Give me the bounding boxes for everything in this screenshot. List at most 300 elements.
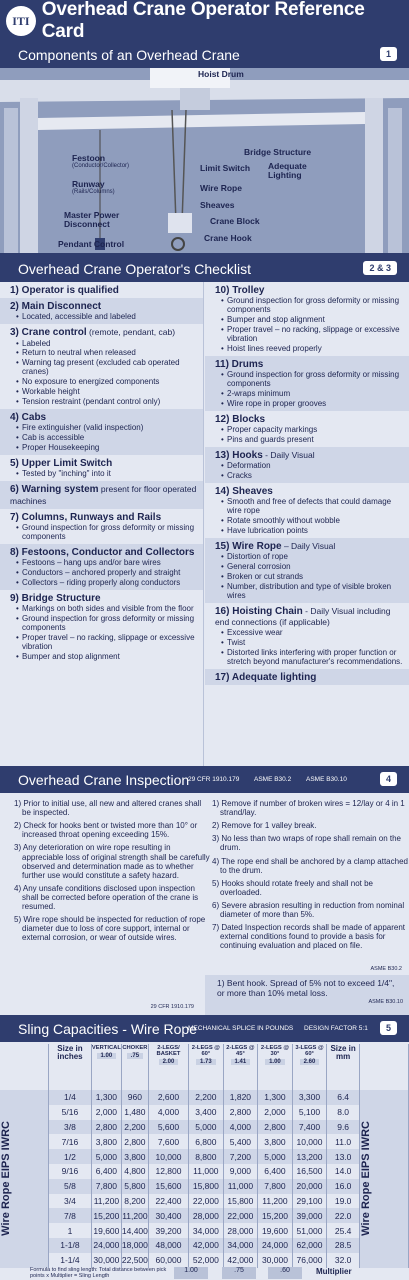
table-cell: 62,000 [292, 1238, 327, 1253]
checklist-heading [10, 458, 197, 469]
checklist-heading [215, 414, 403, 425]
heading-sub: – Daily Visual [281, 541, 336, 552]
label-pendant: Pendant Control [58, 239, 125, 249]
section-number: 5 [380, 1021, 397, 1035]
header-label: VERTICAL [91, 1045, 121, 1051]
table-cell: 15,200 [91, 1208, 121, 1223]
table-cell: 1,480 [121, 1105, 148, 1120]
inspection-point: 7) Dated Inspection records shall be made of apparent external conditions found to provide a basis for continuing evaluation and placed on file. [212, 923, 406, 951]
header [0, 0, 409, 42]
label-runway [72, 180, 115, 195]
checklist-bullet: • Cab is accessible [16, 434, 197, 443]
card-title: Overhead Crane Operator Reference Card [41, 0, 365, 42]
checklist-bullet: • 2-wraps minimum [221, 390, 403, 399]
header-label: 2-LEGS @ 30° [260, 1045, 290, 1058]
checklist-bullets [215, 629, 403, 667]
heading-text: 13) Hooks [215, 450, 263, 461]
side-label-left [0, 1090, 49, 1268]
table-cell: 5,800 [121, 1179, 148, 1194]
table-cell: 1/2 [49, 1149, 92, 1164]
heading-text: 17) Adequate lighting [215, 672, 317, 684]
table-cell: 6,800 [189, 1134, 224, 1149]
heading-text: 12) Blocks [215, 413, 266, 425]
table-cell: 30,400 [148, 1208, 188, 1223]
table-cell: 6.4 [327, 1090, 360, 1105]
table-cell: 4,000 [223, 1120, 258, 1135]
checklist-item [205, 603, 409, 669]
heading-text: 2) Main Disconnect [10, 301, 102, 313]
checklist-bullet: • Bumper and stop alignment [221, 316, 403, 325]
checklist-bullet: • Broken or cut strands [221, 573, 403, 582]
label-master: Master Power Disconnect [64, 210, 120, 229]
checklist-bullet: • Proper Housekeeping [16, 444, 197, 453]
table-cell: 5,000 [258, 1149, 293, 1164]
heading-text: 9) Bridge Structure [10, 592, 101, 604]
table-cell: 7,800 [91, 1179, 121, 1194]
table-cell: 1-1/8 [49, 1238, 92, 1253]
checklist-bullet: • Workable height [16, 388, 197, 397]
checklist-bullet: • Fire extinguisher (valid inspection) [16, 424, 197, 433]
table-cell: 15,800 [223, 1194, 258, 1209]
section-checklist-bar [0, 256, 409, 282]
sling-footer [0, 1267, 409, 1280]
checklist-bullets [10, 424, 197, 453]
checklist-item [205, 356, 409, 411]
inspection-point: 4) Any unsafe conditions disclosed upon inspection shall be corrected before operation of the crane is resumed. [14, 883, 199, 912]
table-cell: 5,400 [223, 1134, 258, 1149]
table-cell: 60,000 [148, 1253, 188, 1268]
heading-text: 1) Operator is qualified [10, 285, 119, 296]
table-cell: 7/16 [49, 1134, 92, 1149]
checklist-bullet: • General corrosion [221, 563, 403, 572]
checklist-item [205, 483, 409, 538]
table-cell: 9/16 [49, 1164, 92, 1179]
table-cell: 7/8 [49, 1208, 92, 1223]
checklist-bullets [215, 553, 403, 601]
checklist [0, 282, 409, 766]
section-number: 4 [380, 772, 397, 786]
table-cell: 9,000 [223, 1164, 258, 1179]
column-header [121, 1044, 148, 1090]
checklist-bullet: • Collectors – riding properly along conductors [16, 579, 197, 588]
checklist-bullet: • Proper capacity markings [221, 426, 403, 435]
table-cell: 2,200 [189, 1090, 224, 1105]
table-cell: 3,800 [258, 1134, 293, 1149]
load-factor: 1.00 [97, 1053, 117, 1059]
checklist-bullet: • Excessive wear [221, 629, 403, 638]
heading-text: 14) Sheaves [215, 486, 273, 498]
heading-sub: (remote, pendant, cab) [86, 327, 176, 338]
checklist-item [0, 481, 203, 508]
table-cell: 1,300 [258, 1090, 293, 1105]
table-cell: 22,400 [148, 1194, 188, 1209]
load-factor: 2.60 [300, 1059, 320, 1065]
table-cell: 30,000 [258, 1253, 293, 1268]
column-header [258, 1044, 293, 1090]
checklist-bullets [215, 297, 403, 354]
table-cell: 2,800 [91, 1120, 121, 1135]
formula-text: Formula to find sling length: Total distance between pick points x Multiplier = Sling Length [30, 1267, 167, 1279]
checklist-bullet: • Smooth and free of defects that could damage wire rope [221, 498, 403, 516]
inspection-point: 3) Any deterioration on wire rope resulting in appreciable loss of original strength shall be carefully observed and determination made as to whether further use would constitute a safety hazard. [14, 843, 210, 880]
section-title: Sling Capacities - Wire Rope [18, 1021, 197, 1037]
checklist-bullet: • Tested by "inching" into it [16, 470, 197, 479]
header-label: 3-LEGS @ 60° [295, 1045, 324, 1058]
table-cell: 7,200 [223, 1149, 258, 1164]
table-cell: 1 [49, 1223, 92, 1238]
section-components-bar [0, 42, 409, 68]
checklist-bullet: • Conductors – anchored properly and straight [16, 569, 197, 578]
section-sling-bar [0, 1016, 409, 1042]
table-cell: 15,600 [148, 1179, 188, 1194]
load-factor: .75 [127, 1053, 143, 1059]
checklist-bullet: • Return to neutral when released [16, 349, 197, 358]
label-sheaves: Sheaves [200, 200, 235, 210]
table-row [0, 1223, 409, 1238]
table-cell: 24,000 [91, 1238, 121, 1253]
table-cell: 22.0 [327, 1208, 360, 1223]
table-cell: 2,800 [223, 1105, 258, 1120]
table-row [0, 1194, 409, 1209]
left-citation: 29 CFR 1910.179 [150, 1004, 194, 1010]
table-cell: 19,600 [258, 1223, 293, 1238]
checklist-bullet: • Labeled [16, 340, 197, 349]
checklist-bullet: • Ground inspection for gross deformity or missing components [16, 524, 197, 542]
table-cell: 8,200 [121, 1194, 148, 1209]
runway-sub: (Rails/Columns) [72, 188, 115, 195]
checklist-heading [215, 450, 403, 461]
checklist-bullet: • Cracks [221, 472, 403, 481]
heading-sub: - Daily Visual [262, 450, 315, 460]
checklist-bullet: • Rotate smoothly without wobble [221, 517, 403, 526]
header-label: CHOKER [122, 1045, 148, 1051]
checklist-heading [215, 359, 403, 370]
section-number: 1 [380, 47, 397, 61]
heading-text: 4) Cabs [10, 412, 47, 424]
label-bridge: Bridge Structure [244, 147, 312, 157]
checklist-item [205, 669, 409, 685]
table-cell: 7,600 [148, 1134, 188, 1149]
heading-text: 6) Warning system [10, 484, 99, 496]
checklist-bullet: • Bumper and stop alignment [16, 653, 197, 662]
column-header [189, 1044, 224, 1090]
sling-sub: MECHANICAL SPLICE IN POUNDS [188, 1025, 294, 1032]
table-row [0, 1253, 409, 1268]
checklist-item [0, 544, 203, 590]
crane-illustration [0, 68, 409, 253]
checklist-bullet: • Ground inspection for gross deformity or missing components [221, 371, 403, 389]
table-cell: 28,000 [189, 1208, 224, 1223]
table-cell: 11,000 [189, 1164, 224, 1179]
hook-citation: ASME B30.10 [368, 998, 403, 1005]
checklist-bullets [10, 340, 197, 408]
table-cell: 11,200 [121, 1208, 148, 1223]
table-cell: 1-1/4 [49, 1253, 92, 1268]
checklist-item [0, 324, 203, 409]
section-title: Components of an Overhead Crane [18, 47, 240, 63]
table-cell: 52,000 [189, 1253, 224, 1268]
checklist-bullets [10, 470, 197, 479]
checklist-bullet: • Proper travel – no racking, slippage or excessive vibration [16, 634, 197, 652]
header-label: 2-LEGS @ 45° [226, 1045, 255, 1058]
table-cell: 3,400 [189, 1105, 224, 1120]
label-lighting: Adequate Lighting [268, 161, 307, 180]
column-header [91, 1044, 121, 1090]
checklist-left-column [0, 282, 204, 766]
checklist-bullets [215, 498, 403, 536]
table-cell: 8,800 [189, 1149, 224, 1164]
checklist-right-column [205, 282, 409, 766]
checklist-item [205, 447, 409, 483]
table-row [0, 1134, 409, 1149]
checklist-bullet: • Number, distribution and type of visible broken wires [221, 583, 403, 601]
header-row [0, 1044, 409, 1090]
checklist-bullet: • Tension restraint (pendant control only) [16, 398, 197, 407]
table-row [0, 1164, 409, 1179]
column-header [292, 1044, 327, 1090]
checklist-item [205, 538, 409, 603]
checklist-heading [10, 484, 197, 506]
sling-table-panel [0, 1042, 409, 1280]
table-cell: 25.4 [327, 1223, 360, 1238]
section-title: Overhead Crane Operator's Checklist [18, 261, 251, 277]
bent-hook-text: 1) Bent hook. Spread of 5% not to exceed 1/4", or more than 10% metal loss. [217, 978, 395, 998]
checklist-bullet: • Have lubrication points [221, 527, 403, 536]
checklist-heading [10, 512, 197, 523]
header-label: 2-LEGS/ BASKET [156, 1045, 181, 1058]
checklist-bullets [215, 462, 403, 481]
section-number: 2 & 3 [363, 261, 397, 275]
table-cell: 76,000 [292, 1253, 327, 1268]
checklist-heading [10, 285, 197, 296]
side-text: Wire Rope EIPS IWRC [0, 1121, 12, 1237]
table-cell: 11.0 [327, 1134, 360, 1149]
table-cell: 13.0 [327, 1149, 360, 1164]
inspection-point: 4) The rope end shall be anchored by a clamp attached to the drum. [212, 856, 408, 875]
table-cell: 3/8 [49, 1120, 92, 1135]
table-cell: 14,400 [121, 1223, 148, 1238]
checklist-heading [215, 672, 403, 683]
table-row [0, 1105, 409, 1120]
checklist-bullet: • Warning tag present (excluded cab operated cranes) [16, 359, 197, 377]
label-crane-hook: Crane Hook [204, 233, 252, 243]
table-cell: 4,800 [121, 1164, 148, 1179]
checklist-bullets [10, 605, 197, 662]
header-label: Size in mm [330, 1044, 356, 1062]
table-cell: 42,000 [189, 1238, 224, 1253]
checklist-bullet: • Deformation [221, 462, 403, 471]
inspection-panel [0, 793, 409, 1015]
checklist-bullet: • Festoons – hang ups and/or bare wires [16, 559, 197, 568]
table-cell: 19,600 [91, 1223, 121, 1238]
heading-text: 10) Trolley [215, 285, 265, 296]
checklist-bullets [215, 426, 403, 445]
checklist-item [0, 590, 203, 664]
mult-2: .75 [222, 1267, 256, 1279]
table-cell: 7,800 [258, 1179, 293, 1194]
table-cell: 15,800 [189, 1179, 224, 1194]
table-row [0, 1179, 409, 1194]
table-cell: 5,000 [91, 1149, 121, 1164]
inspection-point: 2) Check for hooks bent or twisted more than 10° or increased throat opening exceeding 15%. [14, 821, 198, 840]
label-hoist-drum: Hoist Drum [198, 69, 244, 79]
table-cell: 6,400 [91, 1164, 121, 1179]
checklist-heading [215, 486, 403, 497]
side-spacer [360, 1044, 409, 1090]
sling-capacity-table [0, 1044, 409, 1268]
heading-text: 15) Wire Rope [215, 541, 282, 553]
heading-text: 8) Festoons, Conductor and Collectors [10, 546, 195, 558]
heading-sub: - Daily Visual including end connections (if applicable) [215, 606, 391, 628]
table-cell: 42,000 [223, 1253, 258, 1268]
checklist-bullet: • No exposure to energized components [16, 378, 197, 387]
table-cell: 10,000 [148, 1149, 188, 1164]
bent-hook-note [205, 975, 409, 1015]
table-cell: 39,200 [148, 1223, 188, 1238]
checklist-bullet: • Distortion of rope [221, 553, 403, 562]
table-cell: 30,000 [91, 1253, 121, 1268]
checklist-heading [10, 301, 197, 312]
side-text: Wire Rope EIPS IWRC [360, 1121, 372, 1237]
table-cell: 11,200 [258, 1194, 293, 1209]
ref-asme-b302: ASME B30.2 [254, 776, 292, 783]
checklist-heading [215, 606, 403, 628]
table-cell: 3,300 [292, 1090, 327, 1105]
table-cell: 2,800 [258, 1120, 293, 1135]
checklist-bullets [10, 313, 197, 322]
load-factor: 1.41 [231, 1059, 251, 1065]
checklist-item [0, 455, 203, 481]
inspection-point: 3) No less than two wraps of rope shall remain on the drum. [212, 834, 401, 853]
label-festoon [72, 154, 129, 169]
table-cell: 960 [121, 1090, 148, 1105]
table-row [0, 1149, 409, 1164]
table-cell: 18,000 [121, 1238, 148, 1253]
table-cell: 3/4 [49, 1194, 92, 1209]
table-cell: 2,200 [121, 1120, 148, 1135]
checklist-bullet: • Twist [221, 639, 403, 648]
header-label: Size in inches [57, 1044, 83, 1062]
checklist-item [205, 411, 409, 447]
table-cell: 24,000 [258, 1238, 293, 1253]
right-citation: ASME B30.2 [370, 966, 402, 972]
side-spacer [0, 1044, 49, 1090]
checklist-bullet: • Ground inspection for gross deformity or missing components [16, 615, 197, 633]
checklist-item [0, 409, 203, 455]
table-cell: 13,200 [292, 1149, 327, 1164]
inspection-point: 6) Severe abrasion resulting in reduction from nominal diameter of more than 5%. [212, 900, 405, 920]
checklist-heading [215, 541, 403, 552]
table-cell: 9.6 [327, 1120, 360, 1135]
checklist-heading [10, 327, 197, 338]
festoon-sub: (Conductor/Collector) [72, 162, 130, 169]
inspection-point: 2) Remove for 1 valley break. [212, 821, 317, 831]
checklist-bullet: • Distorted links interfering with proper function or stretch beyond manufacturer's recommendations. [221, 649, 403, 667]
table-cell: 2,000 [91, 1105, 121, 1120]
label-crane-block: Crane Block [210, 216, 260, 226]
inspection-point: 1) Prior to initial use, all new and altered cranes shall be inspected. [14, 799, 202, 818]
table-cell: 16,500 [292, 1164, 327, 1179]
table-cell: 39,000 [292, 1208, 327, 1223]
table-cell: 1,300 [91, 1090, 121, 1105]
table-row [0, 1120, 409, 1135]
heading-text: 11) Drums [215, 358, 264, 370]
checklist-heading [10, 412, 197, 423]
load-factor: 1.00 [265, 1059, 285, 1065]
table-cell: 32.0 [327, 1253, 360, 1268]
sling-df: DESIGN FACTOR 5:1 [304, 1025, 368, 1032]
mult-label: Multiplier [316, 1267, 352, 1276]
side-label-right [360, 1090, 409, 1268]
heading-text: 7) Columns, Runways and Rails [10, 511, 162, 523]
heading-text: 16) Hoisting Chain [215, 606, 303, 618]
runway-text: Runway [72, 179, 105, 189]
checklist-bullets [10, 559, 197, 588]
table-cell: 28.5 [327, 1238, 360, 1253]
checklist-bullets [10, 524, 197, 542]
table-cell: 8.0 [327, 1105, 360, 1120]
checklist-heading [215, 285, 403, 296]
table-cell: 5,100 [292, 1105, 327, 1120]
table-cell: 4,000 [148, 1105, 188, 1120]
load-factor: 1.73 [196, 1059, 216, 1065]
table-cell: 5/8 [49, 1179, 92, 1194]
table-cell: 11,000 [223, 1179, 258, 1194]
section-inspection-bar [0, 767, 409, 793]
checklist-heading [10, 593, 197, 604]
mult-1: 1.00 [174, 1267, 208, 1279]
section-title: Overhead Crane Inspection [18, 772, 190, 788]
heading-text: 3) Crane control [10, 327, 87, 339]
table-cell: 3,800 [91, 1134, 121, 1149]
checklist-item [0, 298, 203, 324]
table-cell: 2,000 [258, 1105, 293, 1120]
table-cell: 22,500 [121, 1253, 148, 1268]
mult-3: .60 [268, 1267, 302, 1279]
heading-text: 5) Upper Limit Switch [10, 458, 113, 470]
checklist-bullet: • Pins and guards present [221, 436, 403, 445]
table-cell: 1,820 [223, 1090, 258, 1105]
table-cell: 29,100 [292, 1194, 327, 1209]
checklist-item [0, 282, 203, 298]
heading-sub: present for floor operated machines [10, 484, 197, 506]
table-cell: 16.0 [327, 1179, 360, 1194]
table-cell: 3,800 [121, 1149, 148, 1164]
table-cell: 28,000 [223, 1223, 258, 1238]
table-cell: 20,000 [292, 1179, 327, 1194]
checklist-item [205, 282, 409, 356]
table-cell: 2,600 [148, 1090, 188, 1105]
header-label: 2-LEGS @ 60° [191, 1045, 220, 1058]
checklist-bullet: • Located, accessible and labeled [16, 313, 197, 322]
iti-logo: ITI [6, 6, 36, 36]
inspection-point: 5) Hooks should rotate freely and shall not be overloaded. [212, 878, 373, 897]
inspection-point: 5) Wire rope should be inspected for reduction of rope diameter due to loss of core support, internal or external corrosion, or wear of outside wires. [14, 915, 206, 943]
checklist-item [0, 509, 203, 544]
table-cell: 34,000 [223, 1238, 258, 1253]
table-cell: 5,000 [189, 1120, 224, 1135]
table-row [0, 1208, 409, 1223]
table-cell: 15,200 [258, 1208, 293, 1223]
load-factor: 2.00 [159, 1059, 179, 1065]
table-cell: 51,000 [292, 1223, 327, 1238]
table-cell: 5,600 [148, 1120, 188, 1135]
table-row [0, 1090, 409, 1105]
table-cell: 11,200 [91, 1194, 121, 1209]
table-cell: 22,000 [189, 1194, 224, 1209]
table-cell: 48,000 [148, 1238, 188, 1253]
checklist-bullet: • Markings on both sides and visible from the floor [16, 605, 197, 614]
